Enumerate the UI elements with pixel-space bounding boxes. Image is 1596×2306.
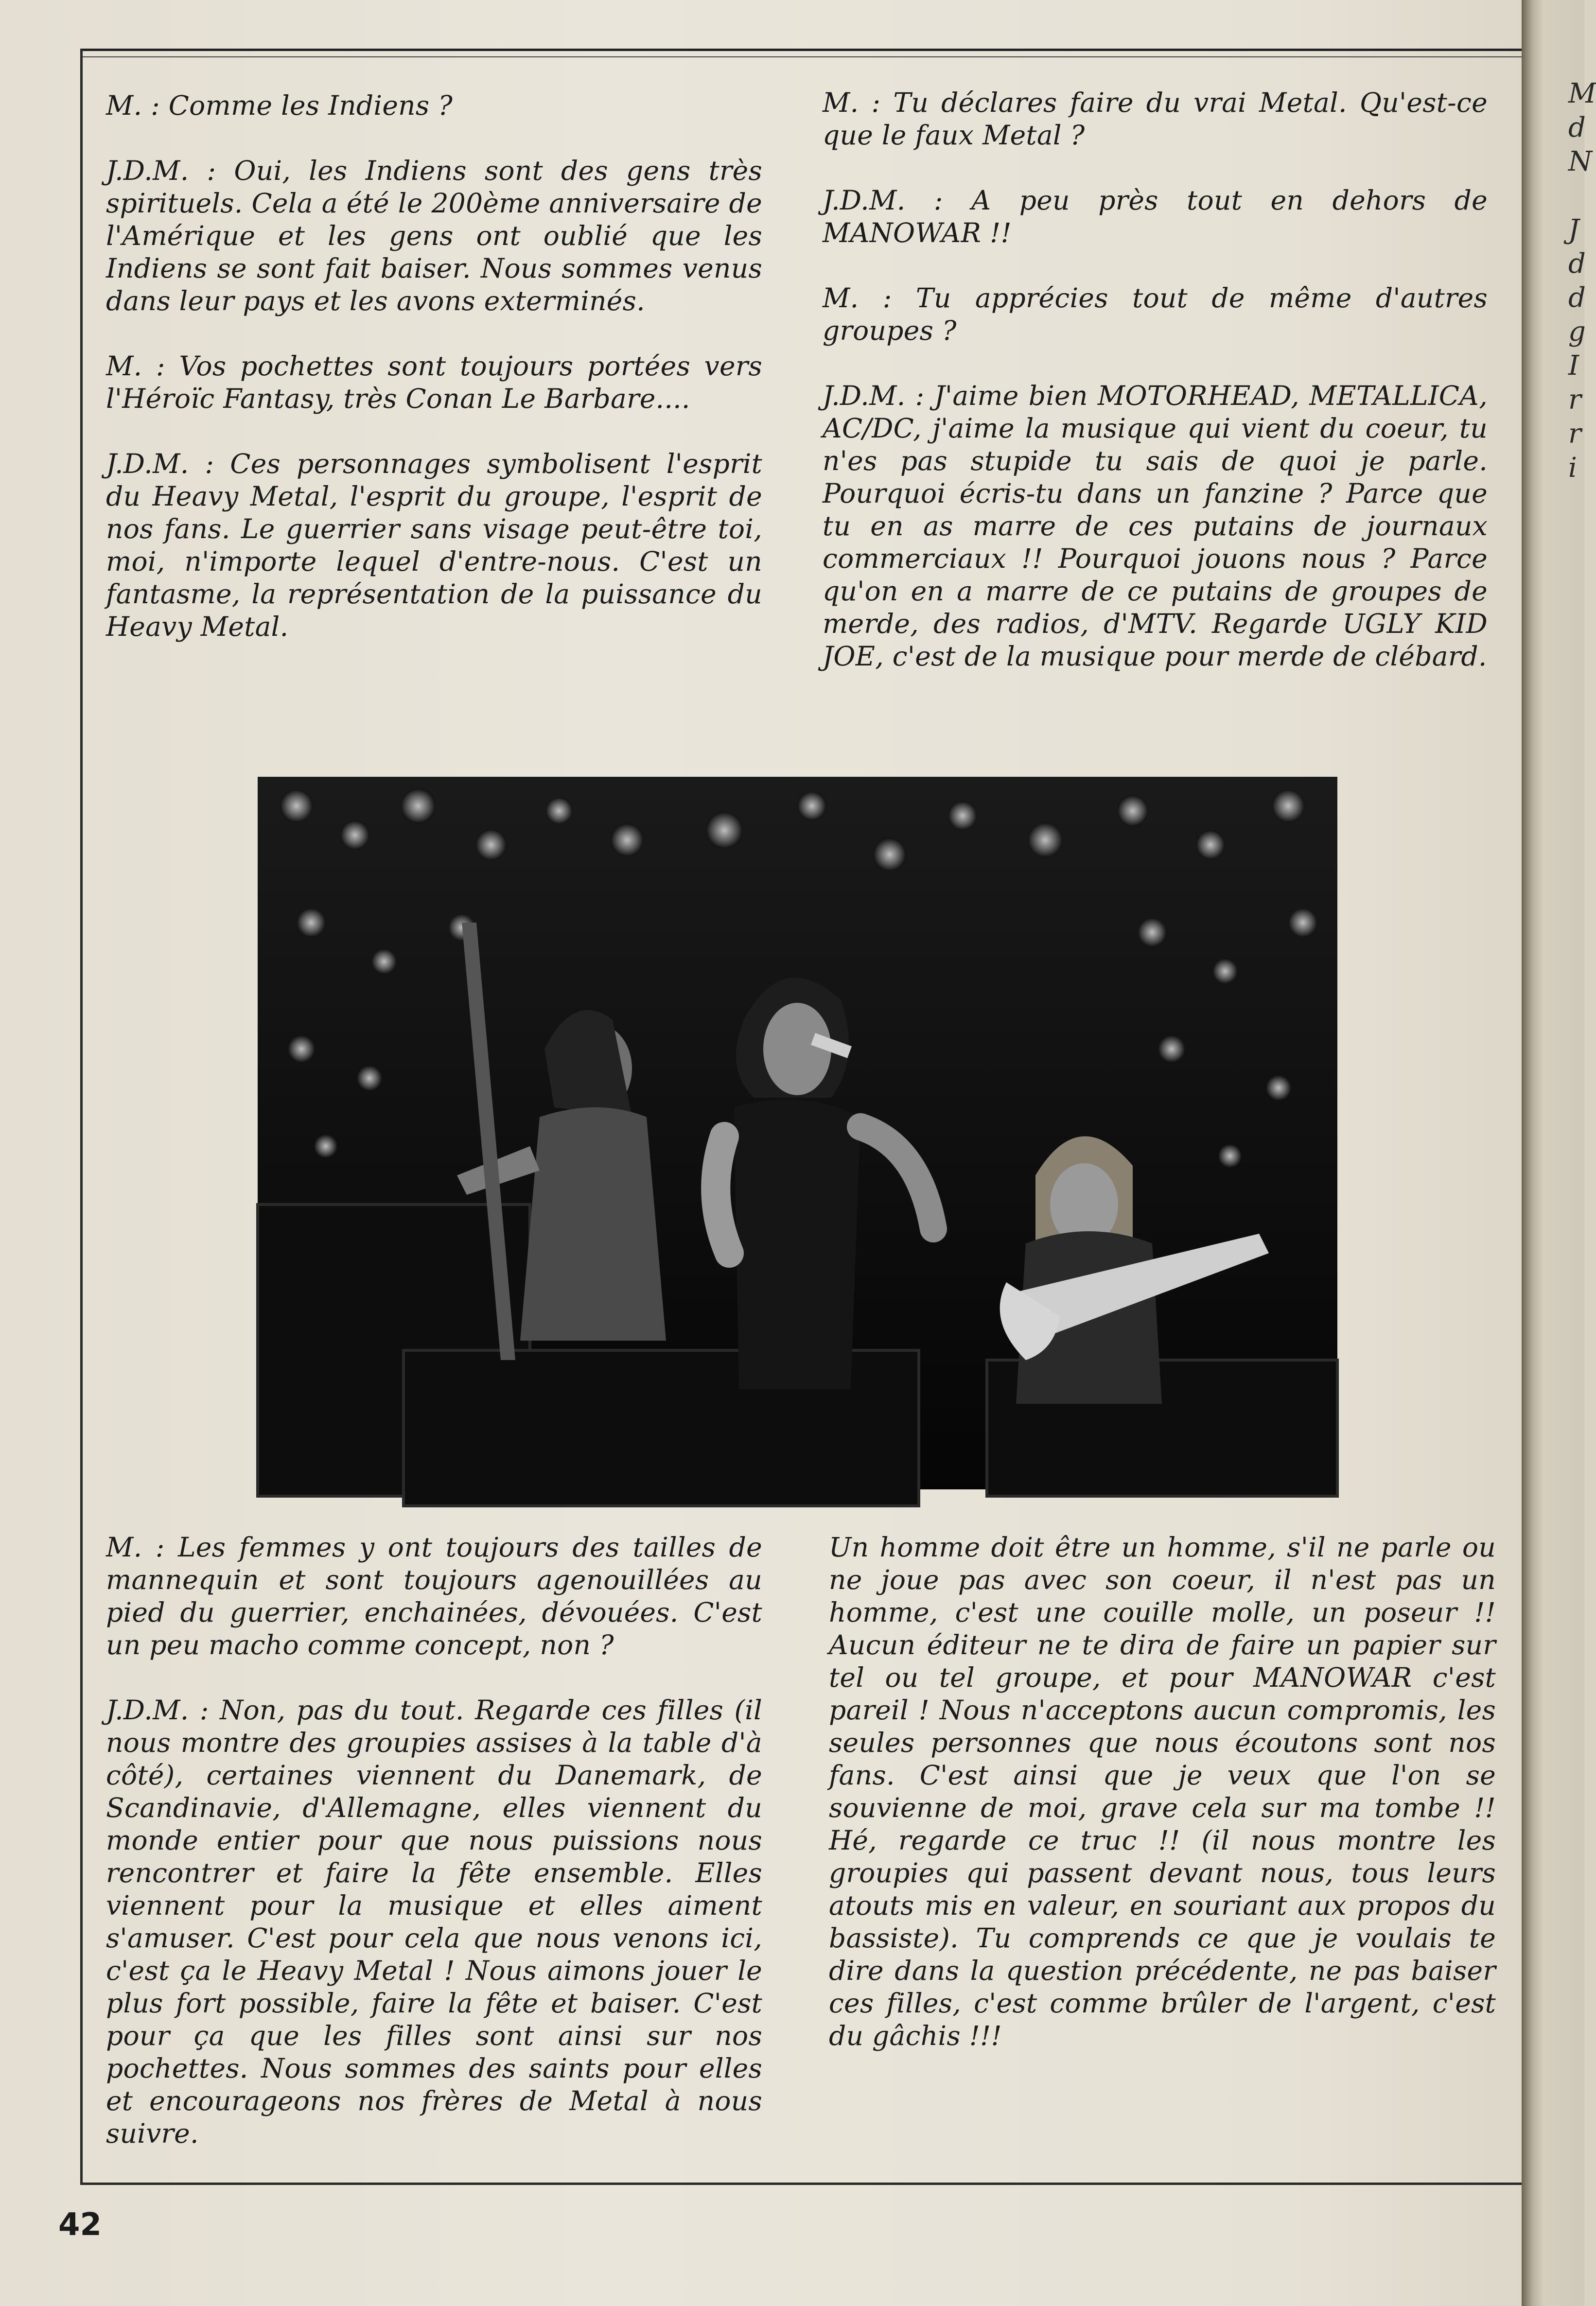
paragraph: Un homme doit être un homme, s'il ne parle ou ne joue pas avec son coeur, il n'est pas un homme, c'est une couille molle, un poseur !! Aucun éditeur ne te dira de faire un papier sur tel ou tel groupe, et pour MANOWAR c'est pareil ! Nous n'acceptons aucun compromis, les seules personnes que nous écoutons sont nos fans. C'est ainsi que je veux que l'on se souvienne de moi, grave cela sur ma tombe !! Hé, regarde ce truc !! (il nous montre les groupies qui passent devant nous, tous leurs atouts mis en valeur, en souriant aux propos du bassiste). Tu comprends ce que je voulais te dire dans la question précédente, ne pas baiser ces filles, c'est comme brûler de l'argent, c'est du gâchis !!! xyxy=(829,1532,1496,2051)
page-number: 42 xyxy=(58,2207,102,2243)
edge-letter: I xyxy=(1568,350,1579,382)
paragraph: J.D.M. : J'aime bien MOTORHEAD, METALLICA, AC/DC, j'aime la musique qui vient du coeur, tu n'es pas stupide tu sais de quoi je parle. Pourquoi écris-tu dans un fanzine ? Parce que tu en as marre de ces putains de journaux commerciaux !! Pourquoi jouons nous ? Parce qu'on en a marre de ce putains de groupes de merde, des radios, d'MTV. Regarde UGLY KID JOE, c'est de la musique pour merde de clébard. xyxy=(823,380,1488,672)
paragraph: M. : Tu déclares faire du vrai Metal. Qu'est-ce que le faux Metal ? xyxy=(823,87,1488,151)
paragraph: M. : Les femmes y ont toujours des tailles de mannequin et sont toujours agenouillées au pied du guerrier, enchainées, dévouées. C'est un peu macho comme concept, non ? xyxy=(106,1532,762,1660)
column-left-bottom xyxy=(106,1531,762,2150)
paragraph: J.D.M. : Non, pas du tout. Regarde ces filles (il nous montre des groupies assises à la table d'à côté), certaines viennent du Danemark, de Scandinavie, d'Allemagne, elles viennent du monde entier pour que nous puissions nous rencontrer et faire la fête ensemble. Elles viennent pour la musique et elles aiment s'amuser. C'est pour cela que nous venons ici, c'est ça le Heavy Metal ! Nous aimons jouer le plus fort possible, faire la fête et baiser. C'est pour ça que les filles sont ainsi sur nos pochettes. Nous sommes des saints pour elles et encourageons nos frères de Metal à nous suivre. xyxy=(106,1695,762,2149)
edge-letter: d xyxy=(1568,112,1586,143)
left-rule xyxy=(80,49,83,2185)
column-right-bottom xyxy=(829,1531,1496,2052)
bottom-rule xyxy=(80,2183,1522,2185)
edge-letter: J xyxy=(1568,214,1579,245)
edge-letter: r xyxy=(1568,384,1581,416)
top-rule-thin xyxy=(82,56,1522,57)
edge-letter: M xyxy=(1568,78,1596,109)
concert-photo xyxy=(258,777,1337,1489)
edge-letter: r xyxy=(1568,418,1581,450)
paragraph: M. : Vos pochettes sont toujours portées vers l'Héroïc Fantasy, très Conan Le Barbare.... xyxy=(106,350,762,414)
edge-letter: g xyxy=(1568,316,1586,348)
edge-letter: N xyxy=(1568,146,1592,177)
paragraph: M. : Comme les Indiens ? xyxy=(106,90,453,121)
top-rule xyxy=(82,49,1522,51)
edge-letter: i xyxy=(1568,452,1577,484)
paragraph: J.D.M. : A peu près tout en dehors de MANOWAR !! xyxy=(823,185,1488,248)
column-left-top xyxy=(106,89,762,643)
paragraph: M. : Tu apprécies tout de même d'autres groupes ? xyxy=(823,282,1488,346)
concert-photo-illustration xyxy=(258,777,1337,1489)
paragraph: J.D.M. : Oui, les Indiens sont des gens très spirituels. Cela a été le 200ème anniversaire de l'Amérique et les gens ont oublié que les Indiens se sont fait baiser. Nous sommes venus dans leur pays et les avons exterminés. xyxy=(106,155,762,316)
edge-letter: d xyxy=(1568,248,1586,280)
edge-letter: d xyxy=(1568,282,1586,314)
next-page-edge xyxy=(1522,0,1596,2306)
paragraph: J.D.M. : Ces personnages symbolisent l'esprit du Heavy Metal, l'esprit du groupe, l'esprit de nos fans. Le guerrier sans visage peut-être toi, moi, n'importe lequel d'entre-nous. C'est un fantasme, la représentation de la puissance du Heavy Metal. xyxy=(106,448,762,642)
column-right-top xyxy=(823,87,1488,673)
